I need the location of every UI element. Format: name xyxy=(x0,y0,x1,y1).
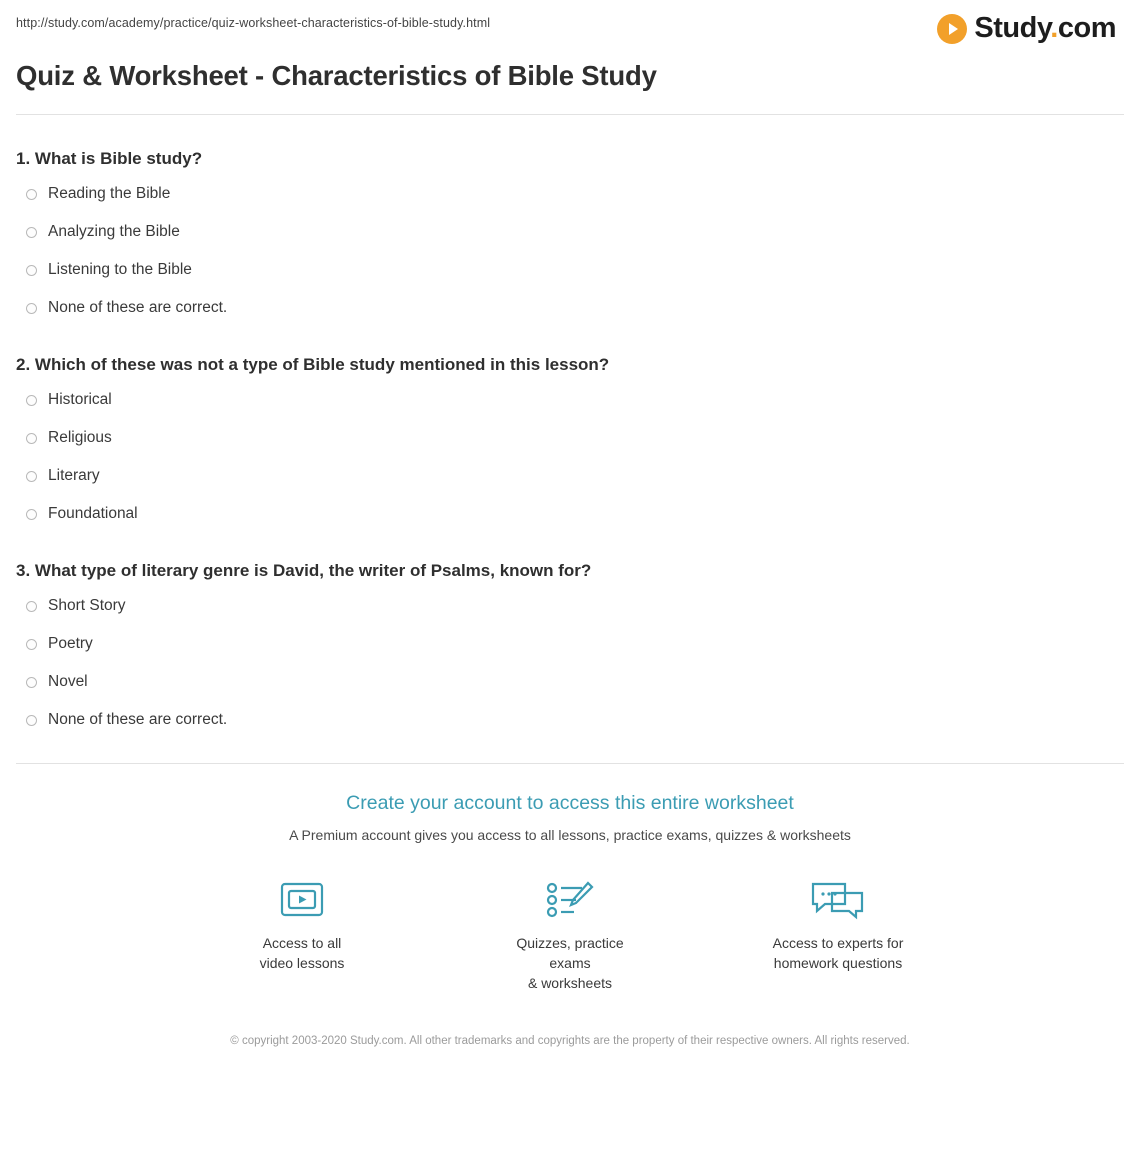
radio-button-icon[interactable] xyxy=(26,433,37,444)
answer-label: Short Story xyxy=(48,597,126,614)
radio-button-icon[interactable] xyxy=(26,227,37,238)
promo-features xyxy=(16,877,1124,993)
answer-option[interactable] xyxy=(16,457,1124,495)
feature-line-2: & worksheets xyxy=(527,975,613,991)
feature-line-1: Quizzes, practice exams xyxy=(516,935,624,971)
answer-label: Historical xyxy=(48,391,112,408)
question-text: 3. What type of literary genre is David, the writer of Psalms, known for? xyxy=(16,561,592,580)
chat-bubbles-icon xyxy=(763,877,913,923)
answer-options xyxy=(16,175,1124,327)
radio-button-icon[interactable] xyxy=(26,509,37,520)
answer-option[interactable] xyxy=(16,381,1124,419)
page-title: Quiz & Worksheet - Characteristics of Bible Study xyxy=(16,60,657,91)
promo-subheading: A Premium account gives you access to all lessons, practice exams, quizzes & worksheets xyxy=(289,827,851,843)
feature-line-2: homework questions xyxy=(773,955,903,971)
answer-label: Reading the Bible xyxy=(48,185,171,202)
feature-line-1: Access to experts for xyxy=(772,935,904,951)
answer-label: Literary xyxy=(48,467,100,484)
logo-suffix: com xyxy=(1057,12,1116,44)
answer-option[interactable] xyxy=(16,495,1124,533)
answer-option[interactable] xyxy=(16,289,1124,327)
radio-button-icon[interactable] xyxy=(26,471,37,482)
answer-label: Novel xyxy=(48,673,88,690)
create-account-link[interactable]: Create your account to access this entire worksheet xyxy=(346,792,794,814)
radio-button-icon[interactable] xyxy=(26,715,37,726)
feature-line-1: Access to all xyxy=(262,935,342,951)
logo-dot: . xyxy=(1050,12,1058,44)
question-block xyxy=(16,149,1124,327)
answer-option[interactable] xyxy=(16,175,1124,213)
answer-option[interactable] xyxy=(16,701,1124,739)
question-block xyxy=(16,355,1124,533)
video-lesson-icon xyxy=(227,877,377,923)
radio-button-icon[interactable] xyxy=(26,639,37,650)
answer-label: Foundational xyxy=(48,505,138,522)
question-block xyxy=(16,561,1124,739)
answer-options xyxy=(16,587,1124,739)
radio-button-icon[interactable] xyxy=(26,303,37,314)
answer-label: Analyzing the Bible xyxy=(48,223,180,240)
signup-promo xyxy=(16,763,1124,1050)
answer-option[interactable] xyxy=(16,587,1124,625)
answer-option[interactable] xyxy=(16,213,1124,251)
feature-quizzes xyxy=(495,877,645,993)
answer-label: Poetry xyxy=(48,635,93,652)
study-com-logo[interactable] xyxy=(937,12,1124,45)
browser-header xyxy=(16,0,1124,46)
answer-label: Listening to the Bible xyxy=(48,261,192,278)
feature-line-2: video lessons xyxy=(259,955,345,971)
feature-experts xyxy=(763,877,913,993)
answer-option[interactable] xyxy=(16,419,1124,457)
answer-option[interactable] xyxy=(16,663,1124,701)
logo-wordmark xyxy=(974,12,1116,45)
answer-label: None of these are correct. xyxy=(48,299,228,316)
radio-button-icon[interactable] xyxy=(26,601,37,612)
logo-brand-name: Study xyxy=(974,12,1051,44)
radio-button-icon[interactable] xyxy=(26,395,37,406)
radio-button-icon[interactable] xyxy=(26,265,37,276)
answer-option[interactable] xyxy=(16,251,1124,289)
page-url: http://study.com/academy/practice/quiz-worksheet-characteristics-of-bible-study.html xyxy=(16,16,491,30)
answer-label: Religious xyxy=(48,429,112,446)
questions-list xyxy=(16,115,1124,739)
feature-video-lessons xyxy=(227,877,377,993)
answer-options xyxy=(16,381,1124,533)
play-circle-icon xyxy=(937,14,967,44)
question-text: 2. Which of these was not a type of Bible study mentioned in this lesson? xyxy=(16,355,610,374)
radio-button-icon[interactable] xyxy=(26,189,37,200)
answer-option[interactable] xyxy=(16,625,1124,663)
copyright-notice: © copyright 2003-2020 Study.com. All other trademarks and copyrights are the property of their respective owners. All rights reserved. xyxy=(230,1035,910,1047)
quiz-checklist-icon xyxy=(495,877,645,923)
radio-button-icon[interactable] xyxy=(26,677,37,688)
question-text: 1. What is Bible study? xyxy=(16,149,203,168)
answer-label: None of these are correct. xyxy=(48,711,228,728)
